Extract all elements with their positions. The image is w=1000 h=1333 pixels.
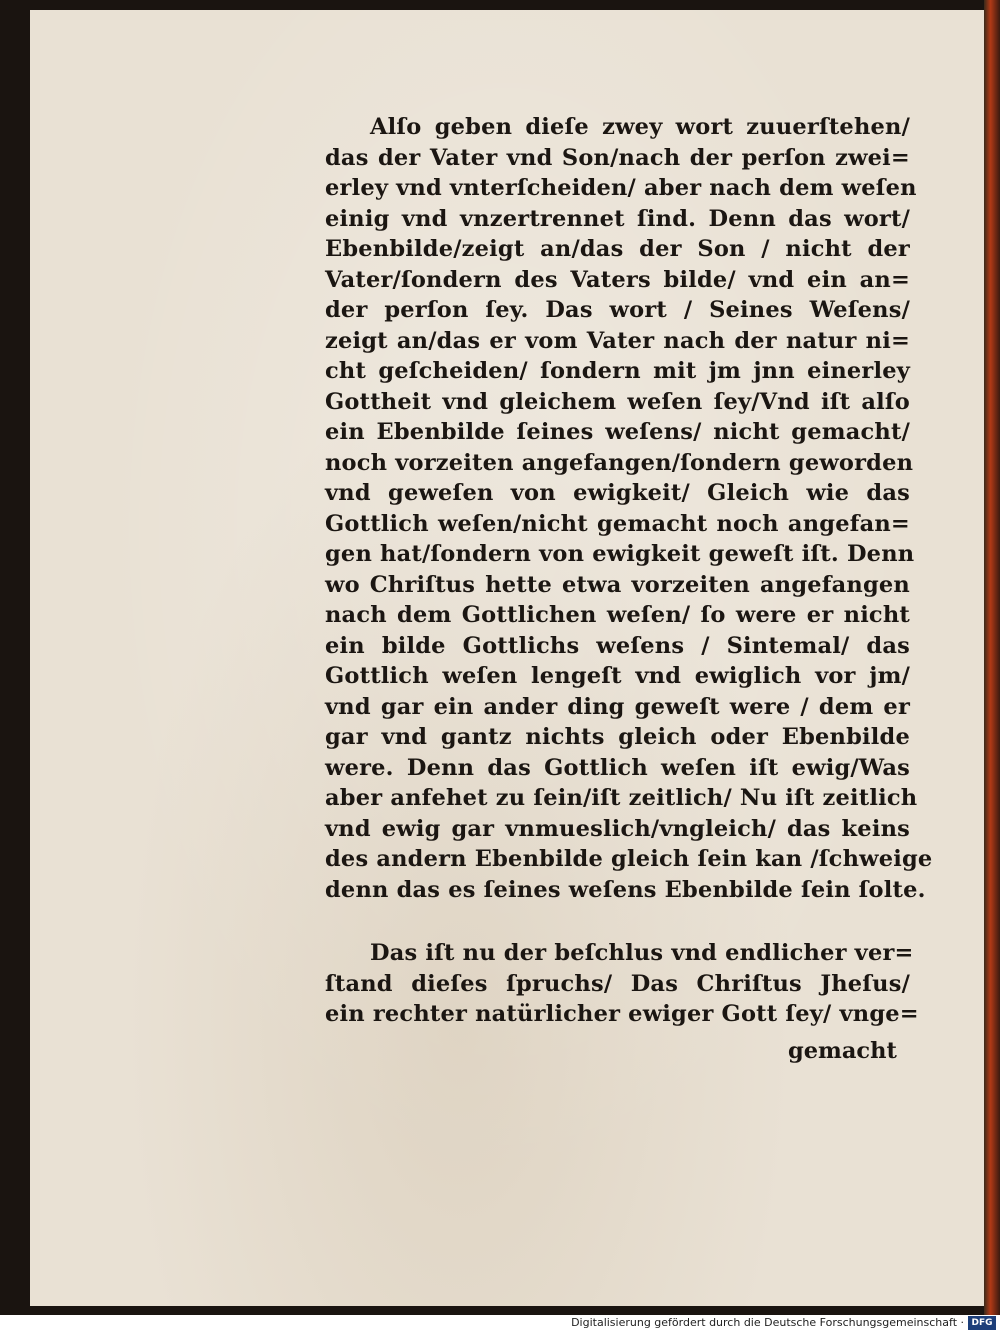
text-line: der perſon ſey. Das wort / Seines Weſens/ [325,297,910,323]
text-line: vnd geweſen von ewigkeit/ Gleich wie das [325,480,910,506]
text-line: Gottlich weſen/nicht gemacht noch angefan= [325,510,910,537]
text-line: were. Denn das Gottlich weſen iſt ewig/Was [325,754,910,781]
text-line: ſtand dieſes ſpruchs/ Das Chriſtus Jheſus/ [325,970,910,997]
text-line: Gottheit vnd gleichem weſen ſey/Vnd iſt alſo [325,388,910,415]
book-edge [984,0,1000,1315]
text-line: aber anfehet zu ſein/iſt zeitlich/ Nu iſt zeitlich [325,785,918,811]
text-line: des andern Ebenbilde gleich ſein kan /ſchweige [325,846,933,872]
text-line: ein Ebenbilde ſeines weſens/ nicht gemacht/ [325,419,910,445]
text-line: ein rechter natürlicher ewiger Gott ſey/ vnge= [325,1001,919,1027]
text-line: gen hat/ſondern von ewigkeit geweſt iſt. Denn [325,541,915,567]
text-line: das der Vater vnd Son/nach der perſon zwei= [325,144,910,171]
text-line: ein bilde Gottlichs weſens / Sintemal/ das [325,632,910,659]
text-line: Alſo geben dieſe zwey wort zuuerſtehen/ [370,114,910,140]
text-line: nach dem Gottlichen weſen/ ſo were er nicht [325,602,910,628]
dfg-logo: DFG [968,1316,996,1330]
text-line: vnd ewig gar vnmueslich/vngleich/ das keins [325,815,910,842]
text-block [325,112,933,1030]
text-line: erley vnd vnterſcheiden/ aber nach dem weſen [325,175,917,201]
digitization-credit: Digitalisierung gefördert durch die Deutsche Forschungsgemeinschaft · [571,1316,964,1329]
paragraph-gap [325,905,910,938]
catchword: gemacht [788,1038,897,1064]
text-line: cht geſcheiden/ ſondern mit jm jnn einerley [325,358,910,384]
text-line: wo Chriſtus hette etwa vorzeiten angefangen [325,571,910,598]
text-line: Das iſt nu der beſchlus vnd endlicher ver= [370,940,914,966]
text-line: einig vnd vnzertrennet ſind. Denn das wort/ [325,205,910,232]
paragraph-1 [325,112,933,905]
text-line: gar vnd gantz nichts gleich oder Ebenbilde [325,724,910,750]
text-line: Ebenbilde/zeigt an/das der Son / nicht der [325,236,910,262]
text-line: Vater/ſondern des Vaters bilde/ vnd ein an= [325,266,910,293]
footer [0,1315,1000,1333]
text-line: noch vorzeiten angefangen/ſondern geworden [325,449,914,476]
text-line: Gottlich weſen lengeſt vnd ewiglich vor jm/ [325,663,910,689]
paragraph-2 [325,938,919,1030]
text-line: zeigt an/das er vom Vater nach der natur ni= [325,327,910,354]
text-line: vnd gar ein ander ding geweſt were / dem er [325,693,910,720]
text-line: denn das es ſeines weſens Ebenbilde ſein ſolte. [325,876,926,903]
